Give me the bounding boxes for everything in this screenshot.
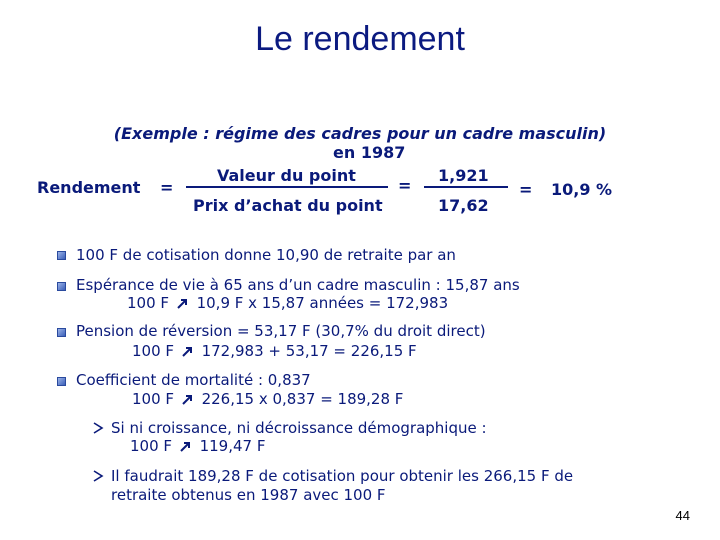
equals-sign: = — [519, 180, 533, 199]
bullet-subline — [132, 390, 403, 408]
subpoint-text: Si ni croissance, ni décroissance démographique : — [111, 419, 487, 437]
subline-rest: 226,15 x 0,837 = 189,28 F — [201, 390, 404, 408]
subline-rest: 119,47 F — [199, 437, 266, 455]
square-bullet-icon — [57, 282, 66, 291]
subline-prefix: 100 F — [132, 390, 175, 408]
example-subtitle: (Exemple : régime des cadres pour un cadre masculin) — [113, 124, 607, 143]
subpoint-text: Il faudrait 189,28 F de cotisation pour obtenir les 266,15 F de — [111, 467, 574, 485]
subline-rest: 172,983 + 53,17 = 226,15 F — [201, 342, 417, 360]
square-bullet-icon — [57, 328, 66, 337]
chevron-right-icon — [92, 470, 104, 482]
square-bullet-icon — [57, 251, 66, 260]
example-year: en 1987 — [333, 143, 406, 162]
subline-rest: 10,9 F x 15,87 années = 172,983 — [196, 294, 449, 312]
arrow-icon — [181, 392, 195, 406]
fraction-bar — [424, 186, 508, 188]
bullet-text: Coefficient de mortalité : 0,837 — [76, 371, 311, 389]
subline-prefix: 100 F — [130, 437, 173, 455]
bullet-subline — [127, 294, 448, 312]
chevron-right-icon — [92, 422, 104, 434]
arrow-icon — [179, 439, 193, 453]
subline-prefix: 100 F — [127, 294, 170, 312]
bullet-text: 100 F de cotisation donne 10,90 de retraite par an — [76, 246, 456, 264]
subpoint-subline — [130, 437, 265, 455]
equals-sign: = — [160, 178, 174, 197]
bullet-subline — [132, 342, 417, 360]
arrow-icon — [176, 296, 190, 310]
square-bullet-icon — [57, 377, 66, 386]
bullet-text: Pension de réversion = 53,17 F (30,7% du droit direct) — [76, 322, 486, 340]
fraction-bar — [186, 186, 388, 188]
arrow-icon — [181, 344, 195, 358]
fraction-numerator-text: Valeur du point — [217, 166, 356, 185]
formula-label: Rendement — [37, 178, 141, 197]
fraction-numerator-value: 1,921 — [438, 166, 489, 185]
bullet-text: Espérance de vie à 65 ans d’un cadre masculin : 15,87 ans — [76, 276, 520, 294]
equals-sign: = — [398, 176, 412, 195]
formula-result: 10,9 % — [551, 180, 613, 199]
subpoint-text-continued: retraite obtenus en 1987 avec 100 F — [111, 486, 386, 504]
subline-prefix: 100 F — [132, 342, 175, 360]
page-number: 44 — [675, 508, 690, 523]
fraction-denominator-value: 17,62 — [438, 196, 489, 215]
fraction-denominator-text: Prix d’achat du point — [193, 196, 383, 215]
page-title: Le rendement — [255, 20, 465, 58]
